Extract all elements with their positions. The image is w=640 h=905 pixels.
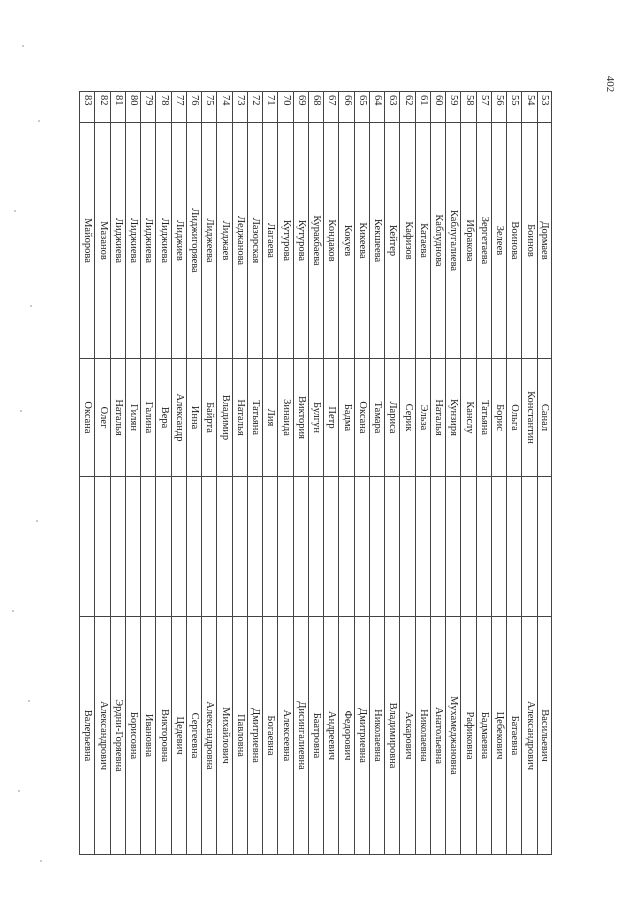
names-table-body <box>82 91 552 855</box>
patronymic-cell: Дмитриевна <box>248 617 262 855</box>
first-name-cell: Оксана <box>80 359 94 477</box>
first-name-cell: Владимир <box>218 359 232 477</box>
row-number-cell: 80 <box>126 91 140 123</box>
blank-cell <box>111 477 125 617</box>
first-name-cell: Галина <box>141 359 155 477</box>
blank-cell <box>248 477 262 617</box>
surname-cell: Кутурова <box>294 123 308 359</box>
first-name-cell: Кунзиря <box>446 359 460 477</box>
table-row <box>186 91 201 855</box>
row-number-cell: 55 <box>507 91 521 123</box>
row-number-cell: 60 <box>431 91 445 123</box>
patronymic-cell: Дмитриевна <box>355 617 369 855</box>
first-name-cell: Гилян <box>126 359 140 477</box>
first-name-cell: Бадма <box>340 359 354 477</box>
surname-cell: Лиджиев <box>172 123 186 359</box>
table-row <box>278 91 293 855</box>
patronymic-cell: Васильевич <box>538 617 551 855</box>
blank-cell <box>462 477 476 617</box>
first-name-cell: Зинаида <box>279 359 293 477</box>
row-number-cell: 76 <box>187 91 201 123</box>
blank-cell <box>446 477 460 617</box>
surname-cell: Дормаев <box>538 123 551 359</box>
row-number-cell: 74 <box>218 91 232 123</box>
blank-cell <box>218 477 232 617</box>
first-name-cell: Александр <box>172 359 186 477</box>
blank-cell <box>80 477 94 617</box>
first-name-cell: Тамара <box>370 359 384 477</box>
row-number-cell: 64 <box>370 91 384 123</box>
first-name-cell: Инна <box>187 359 201 477</box>
patronymic-cell: Мухамеджановна <box>446 617 460 855</box>
scan-speck <box>12 610 14 612</box>
blank-cell <box>141 477 155 617</box>
table-row <box>262 91 277 855</box>
surname-cell: Воинова <box>507 123 521 359</box>
patronymic-cell: Викторовна <box>157 617 171 855</box>
first-name-cell: Вера <box>157 359 171 477</box>
patronymic-cell: Ивановна <box>141 617 155 855</box>
blank-cell <box>126 477 140 617</box>
blank-cell <box>294 477 308 617</box>
surname-cell: Лагаева <box>263 123 277 359</box>
table-row <box>140 91 155 855</box>
first-name-cell: Санал <box>538 359 551 477</box>
patronymic-cell: Аскарович <box>401 617 415 855</box>
scan-speck <box>18 790 20 792</box>
table-row <box>201 91 216 855</box>
table-row <box>217 91 232 855</box>
table-row <box>323 91 338 855</box>
row-number-cell: 68 <box>309 91 323 123</box>
row-number-cell: 56 <box>492 91 506 123</box>
table-row <box>79 91 94 855</box>
row-number-cell: 73 <box>233 91 247 123</box>
table-row <box>400 91 415 855</box>
scan-speck <box>20 410 22 412</box>
table-row <box>156 91 171 855</box>
patronymic-cell: Павловна <box>233 617 247 855</box>
row-number-cell: 72 <box>248 91 262 123</box>
first-name-cell: Канслу <box>462 359 476 477</box>
scan-speck <box>14 210 16 212</box>
surname-cell: Кикеева <box>355 123 369 359</box>
row-number-cell: 65 <box>355 91 369 123</box>
patronymic-cell: Борисовна <box>126 617 140 855</box>
scan-speck <box>36 520 38 522</box>
first-name-cell: Оксана <box>355 359 369 477</box>
first-name-cell: Байрта <box>202 359 216 477</box>
patronymic-cell: Александрович <box>523 617 537 855</box>
surname-cell: Лиджиева <box>157 123 171 359</box>
table-row <box>95 91 110 855</box>
row-number-cell: 53 <box>538 91 551 123</box>
patronymic-cell: Сергеевна <box>187 617 201 855</box>
row-number-cell: 79 <box>141 91 155 123</box>
surname-cell: Лиджеева <box>202 123 216 359</box>
surname-cell: Лазорская <box>248 123 262 359</box>
scan-speck <box>22 45 24 47</box>
blank-cell <box>233 477 247 617</box>
page-number: 402 <box>604 75 616 93</box>
row-number-cell: 71 <box>263 91 277 123</box>
row-number-cell: 69 <box>294 91 308 123</box>
surname-cell: Катаева <box>416 123 430 359</box>
patronymic-cell: Анатольевна <box>431 617 445 855</box>
surname-cell: Зергетаева <box>477 123 491 359</box>
patronymic-cell: Николаевна <box>370 617 384 855</box>
patronymic-cell: Михайлович <box>218 617 232 855</box>
surname-cell: Кутурова <box>279 123 293 359</box>
table-row <box>461 91 476 855</box>
patronymic-cell: Андреевич <box>324 617 338 855</box>
surname-cell: Мазанов <box>96 123 110 359</box>
blank-cell <box>187 477 201 617</box>
scan-speck <box>28 700 30 702</box>
surname-cell: Ибракова <box>462 123 476 359</box>
row-number-cell: 57 <box>477 91 491 123</box>
surname-cell: Леджанова <box>233 123 247 359</box>
table-row <box>232 91 247 855</box>
first-name-cell: Наталья <box>431 359 445 477</box>
blank-cell <box>507 477 521 617</box>
table-row <box>125 91 140 855</box>
row-number-cell: 66 <box>340 91 354 123</box>
surname-cell: Кафизов <box>401 123 415 359</box>
first-name-cell: Серик <box>401 359 415 477</box>
first-name-cell: Лариса <box>385 359 399 477</box>
first-name-cell: Виктория <box>294 359 308 477</box>
table-row <box>308 91 323 855</box>
patronymic-cell: Бадмаевна <box>477 617 491 855</box>
blank-cell <box>523 477 537 617</box>
table-row <box>445 91 460 855</box>
surname-cell: Лиджиева <box>111 123 125 359</box>
first-name-cell: Лия <box>263 359 277 477</box>
patronymic-cell: Валерьевна <box>80 617 94 855</box>
blank-cell <box>477 477 491 617</box>
blank-cell <box>309 477 323 617</box>
first-name-cell: Эльза <box>416 359 430 477</box>
patronymic-cell: Николаевна <box>416 617 430 855</box>
first-name-cell: Наталья <box>233 359 247 477</box>
blank-cell <box>431 477 445 617</box>
row-number-cell: 54 <box>523 91 537 123</box>
row-number-cell: 62 <box>401 91 415 123</box>
blank-cell <box>355 477 369 617</box>
first-name-cell: Булгун <box>309 359 323 477</box>
row-number-cell: 75 <box>202 91 216 123</box>
patronymic-cell: Федорович <box>340 617 354 855</box>
blank-cell <box>96 477 110 617</box>
surname-cell: Лиджигоряева <box>187 123 201 359</box>
table-row <box>522 91 537 855</box>
first-name-cell: Ольга <box>507 359 521 477</box>
surname-cell: Лиджаев <box>218 123 232 359</box>
surname-cell: Каблугалиева <box>446 123 460 359</box>
patronymic-cell: Богаевна <box>263 617 277 855</box>
table-row <box>476 91 491 855</box>
blank-cell <box>202 477 216 617</box>
blank-cell <box>385 477 399 617</box>
patronymic-cell: Дисингалиевна <box>294 617 308 855</box>
surname-cell: Кокуев <box>340 123 354 359</box>
table-row <box>110 91 125 855</box>
scan-speck <box>30 305 32 307</box>
patronymic-cell: Батаевна <box>507 617 521 855</box>
surname-cell: Куракбаева <box>309 123 323 359</box>
first-name-cell: Татьяна <box>248 359 262 477</box>
table-row <box>354 91 369 855</box>
blank-cell <box>370 477 384 617</box>
table-row <box>339 91 354 855</box>
row-number-cell: 77 <box>172 91 186 123</box>
blank-cell <box>172 477 186 617</box>
surname-cell: Кейтер <box>385 123 399 359</box>
blank-cell <box>324 477 338 617</box>
surname-cell: Боинов <box>523 123 537 359</box>
row-number-cell: 70 <box>279 91 293 123</box>
table-row <box>247 91 262 855</box>
table-row <box>415 91 430 855</box>
first-name-cell: Наталья <box>111 359 125 477</box>
patronymic-cell: Цебекович <box>492 617 506 855</box>
surname-cell: Кекшеева <box>370 123 384 359</box>
blank-cell <box>157 477 171 617</box>
first-name-cell: Борис <box>492 359 506 477</box>
patronymic-cell: Владимировна <box>385 617 399 855</box>
blank-cell <box>401 477 415 617</box>
table-row <box>430 91 445 855</box>
surname-cell: Каблуднова <box>431 123 445 359</box>
patronymic-cell: Александрович <box>96 617 110 855</box>
surname-cell: Лиджиева <box>141 123 155 359</box>
first-name-cell: Константин <box>523 359 537 477</box>
row-number-cell: 67 <box>324 91 338 123</box>
scan-speck <box>40 860 42 862</box>
patronymic-cell: Баатровна <box>309 617 323 855</box>
patronymic-cell: Цедевич <box>172 617 186 855</box>
row-number-cell: 82 <box>96 91 110 123</box>
patronymic-cell: Александровна <box>202 617 216 855</box>
blank-cell <box>416 477 430 617</box>
surname-cell: Майорова <box>80 123 94 359</box>
first-name-cell: Петр <box>324 359 338 477</box>
first-name-cell: Олег <box>96 359 110 477</box>
blank-cell <box>340 477 354 617</box>
table-row <box>369 91 384 855</box>
row-number-cell: 59 <box>446 91 460 123</box>
patronymic-cell: Алексеевна <box>279 617 293 855</box>
patronymic-cell: Эрдни-Горяевна <box>111 617 125 855</box>
first-name-cell: Татьяна <box>477 359 491 477</box>
table-row <box>491 91 506 855</box>
surname-cell: Зелеев <box>492 123 506 359</box>
row-number-cell: 78 <box>157 91 171 123</box>
row-number-cell: 81 <box>111 91 125 123</box>
table-row <box>384 91 399 855</box>
names-table <box>82 91 552 855</box>
row-number-cell: 63 <box>385 91 399 123</box>
table-row <box>171 91 186 855</box>
row-number-cell: 83 <box>80 91 94 123</box>
surname-cell: Кондаков <box>324 123 338 359</box>
table-row <box>506 91 521 855</box>
blank-cell <box>538 477 551 617</box>
row-number-cell: 61 <box>416 91 430 123</box>
blank-cell <box>492 477 506 617</box>
blank-cell <box>279 477 293 617</box>
blank-cell <box>263 477 277 617</box>
table-row <box>293 91 308 855</box>
surname-cell: Лиджиева <box>126 123 140 359</box>
row-number-cell: 58 <box>462 91 476 123</box>
patronymic-cell: Рафиковна <box>462 617 476 855</box>
table-row <box>537 91 552 855</box>
scan-speck <box>38 120 40 122</box>
